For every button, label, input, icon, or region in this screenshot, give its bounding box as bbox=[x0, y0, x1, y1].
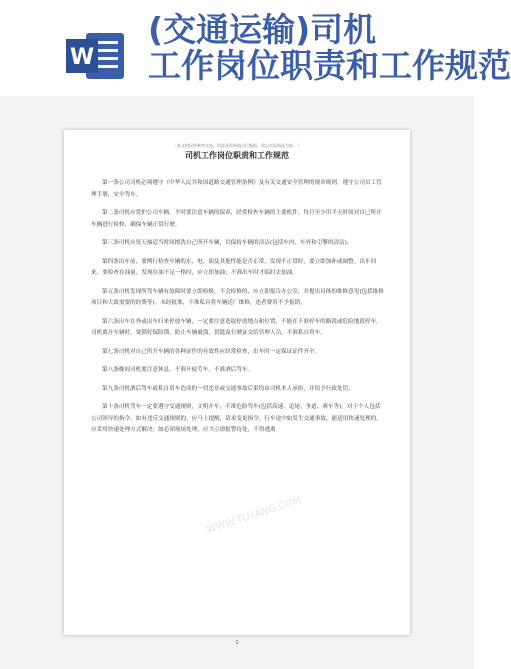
word-document-icon bbox=[64, 30, 126, 82]
article-paragraph: 第七条司机对自己所开车辆的各种证件的有效性应经常检查，出车时一定保证证件齐全。 bbox=[102, 348, 321, 355]
article-paragraph: 第十条司机驾车一定要遵守交通规则，文明开车，不准危险驾车(包括高速、追尾、争道、赛车等)，对于个人包括公司领导的指令，如有违反交通规则的，应马上提醒，请求变更指令，行车途中如发生交通事故，能适用快速处理的，应采用快速处理方式解决；如必须现场处理，应当立即报警待处，不得逃离 bbox=[91, 404, 382, 433]
article-paragraph: 第一条公司司机必须遵守《中华人民共和国道路交通管理条例》及有关交通安全管理的规章规则，遵守公司员工管理手册，安全驾车。 bbox=[91, 180, 382, 198]
headline-line-2: 工作岗位职责和工作规范 bbox=[148, 46, 511, 85]
document-body bbox=[91, 178, 385, 444]
article-paragraph: 第二条司机应爱护公司车辆，平时要注意车辆的保养，经常检查车辆的主要机件。每月至少用半天时间对自己所开车辆进行检修，确保车辆正常行驶。 bbox=[91, 210, 382, 228]
watermark: WWW.TUYANG.COM bbox=[205, 494, 303, 537]
article-paragraph: 第六条出车在外或出车归来停放车辆，一定要注意选取停放地点和位置，不能在不准停车的路段或危险地段停车。司机离开车辆时，要锁好保险锁，防止车辆被盗。钥匙及行驶证交给管理人员，不准私自用车。 bbox=[91, 318, 382, 336]
article-paragraph: 第八条晚间司机要注意休息，不准开疲劳车，不准酒后驾车。 bbox=[102, 367, 254, 373]
page-number: 1 bbox=[235, 640, 239, 646]
document-title: 司机工作岗位职责和工作规范 bbox=[185, 151, 289, 160]
headline-line-1: (交通运输)司机 bbox=[148, 10, 377, 49]
article-paragraph: 第九条司机酒后驾车或私自用车造成的一切违章或交通事故后果均由司机本人承担，并给予行政处罚。 bbox=[102, 385, 354, 392]
preview-headline bbox=[148, 10, 511, 85]
article-paragraph: 第三条司机应每天抽适当时间擦洗自己所开车辆，以保持车辆的清洁(包括车内、车外和引擎的清洁)。 bbox=[102, 240, 353, 246]
document-page bbox=[64, 130, 410, 646]
document-header-note: （本文档仅供参考交流，所涉及资料请自行甄别，需以实际情况为准。） bbox=[173, 143, 301, 148]
preview-banner bbox=[0, 0, 511, 96]
svg-text:W: W bbox=[69, 45, 95, 70]
article-paragraph: 第五条司机发现所驾车辆有故障时要立即检修，不会检修的，应立即报告办公室，并提出具体的维修意见(包括维修项目和大致需要的经费等)。未经批准，不准私自将车辆送厂维修，违者费用不予报销。 bbox=[91, 288, 384, 306]
article-paragraph: 第四条出车前，要例行检查车辆的水、电、油及其他性能是否正常，发现不正常时，要立即加补或调整。出车回来，要检查存油量，发现存油不足一格时，应立即加油；不准出车时才临时去加油。 bbox=[91, 258, 377, 276]
